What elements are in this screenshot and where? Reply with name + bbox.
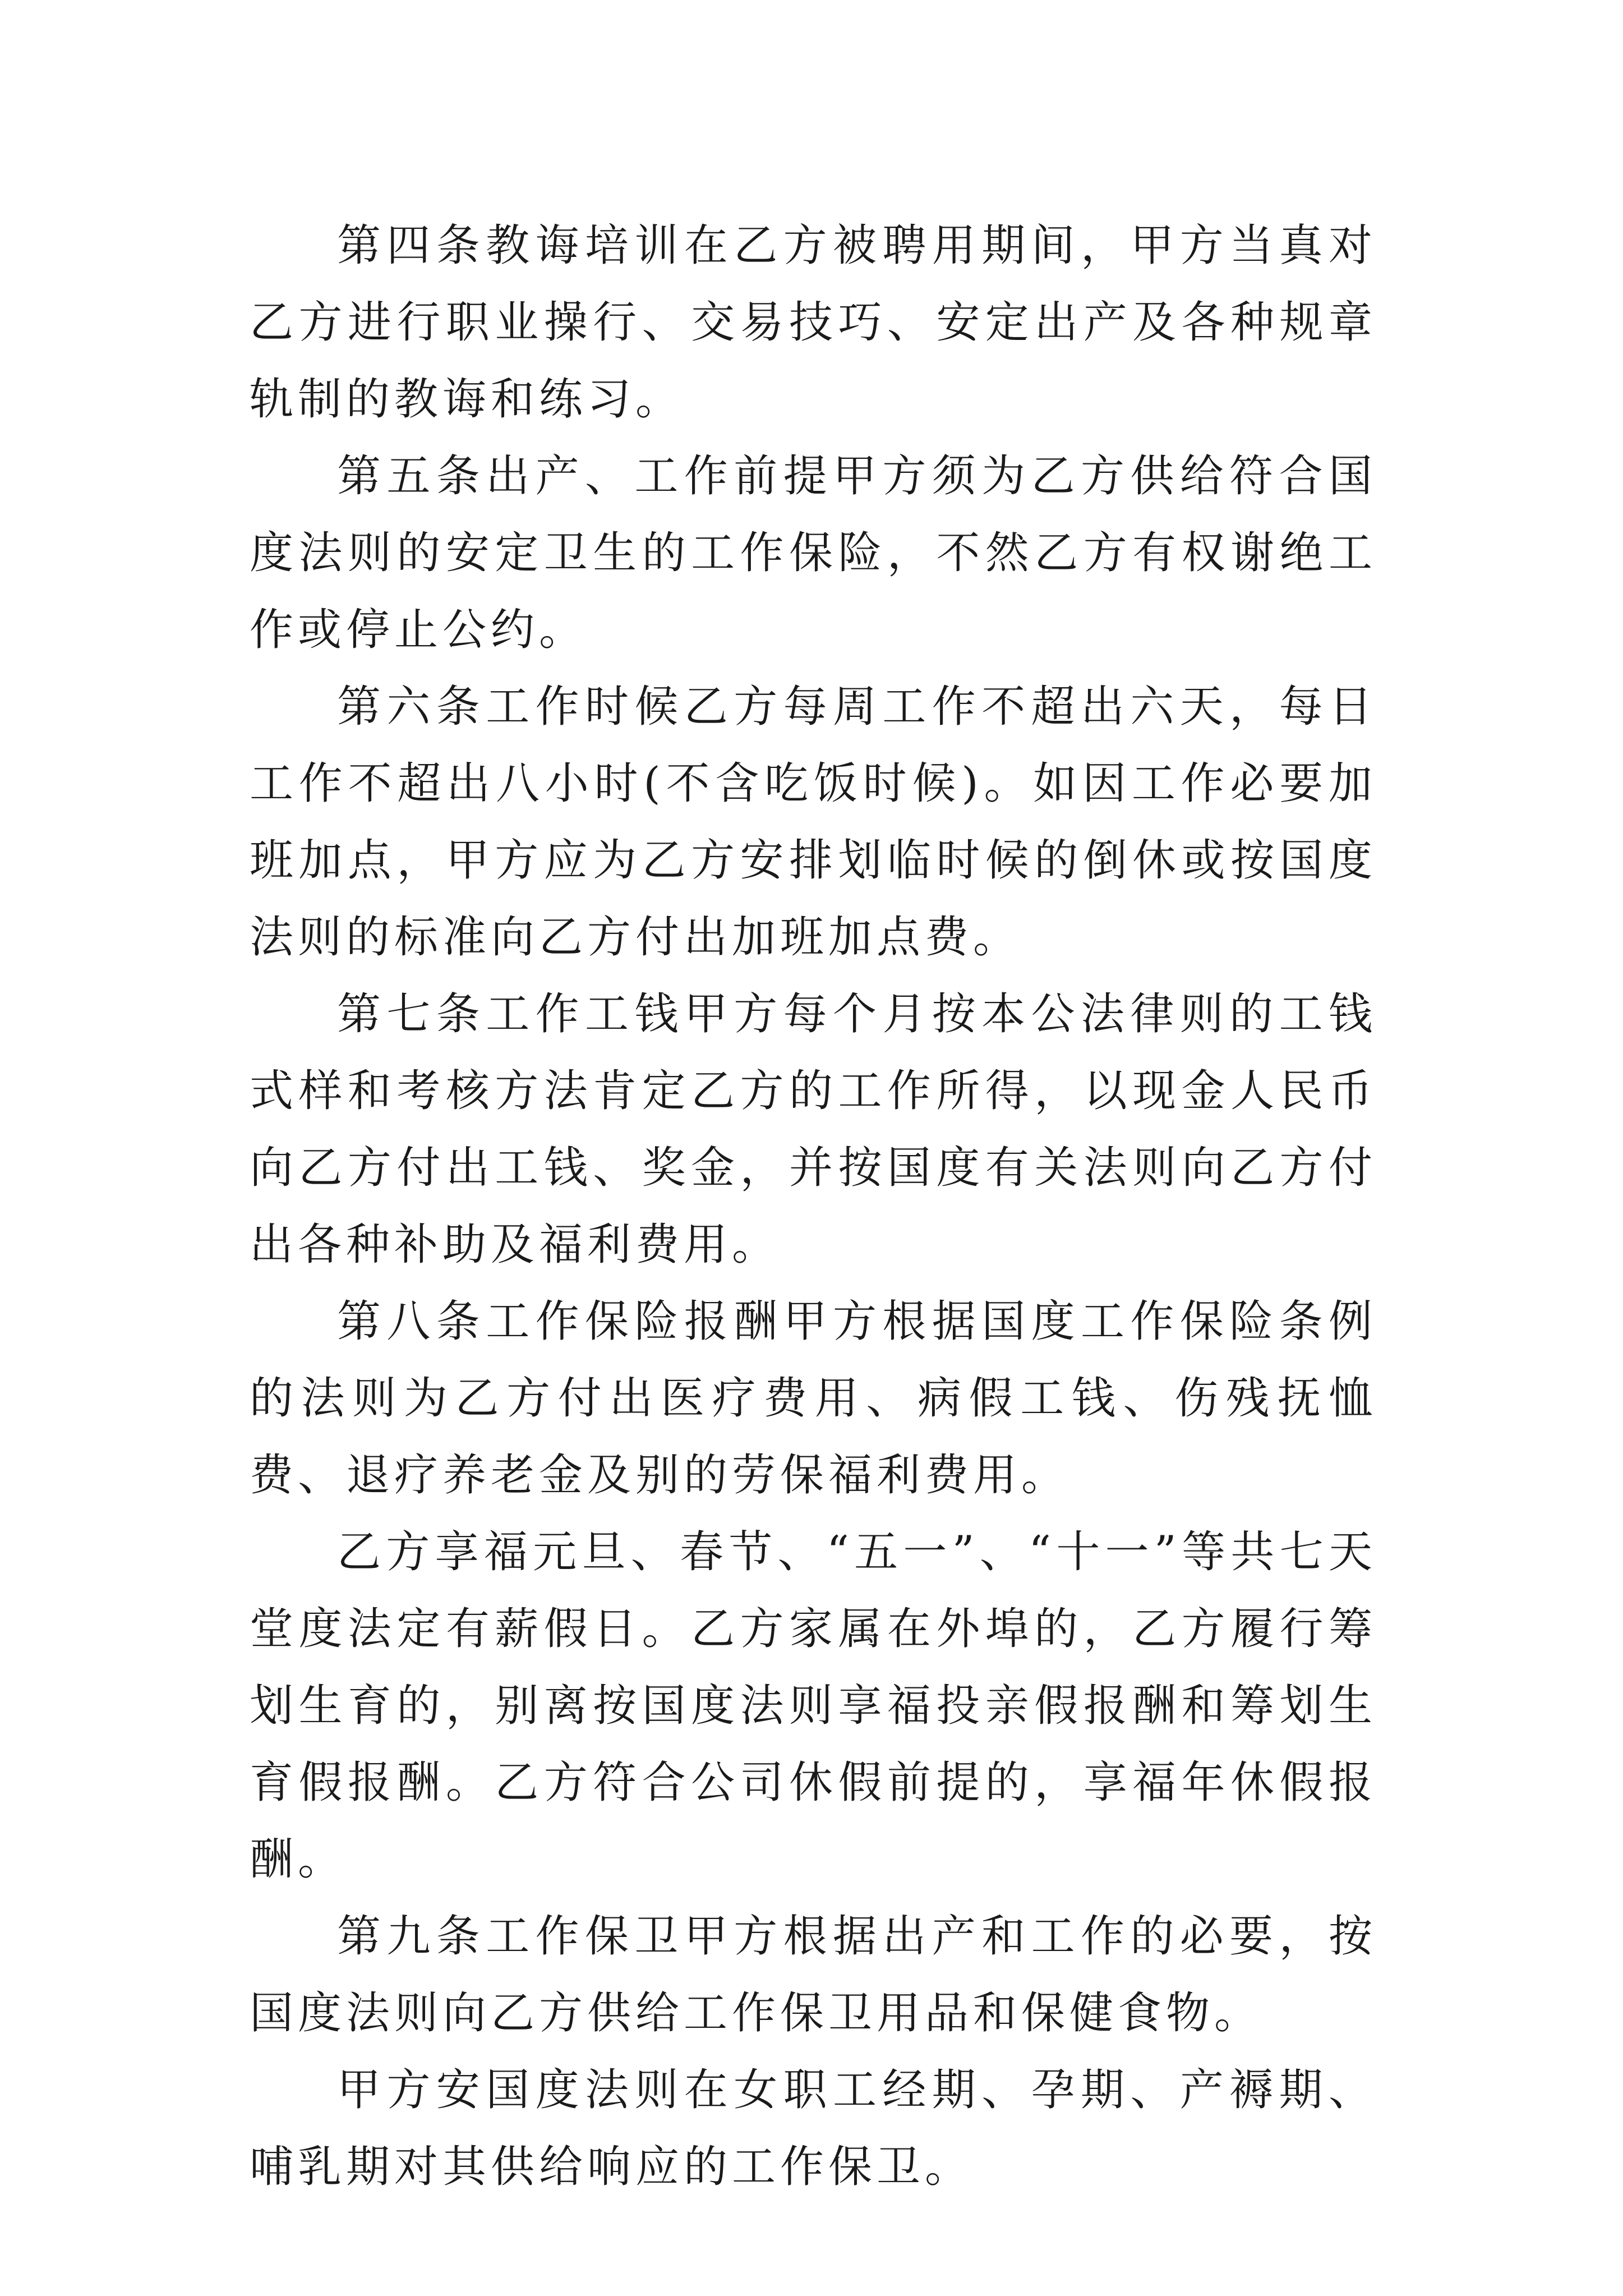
paragraph-article-7: 第七条工作工钱甲方每个月按本公法律则的工钱式样和考核方法肯定乙方的工作所得，以现金人民币向乙方付出工钱、奖金，并按国度有关法则向乙方付出各种补助及福利费用。 [250, 989, 1377, 1270]
paragraph-female-protection: 甲方安国度法则在女职工经期、孕期、产褥期、哺乳期对其供给响应的工作保卫。 [250, 2065, 1377, 2192]
paragraph-article-6: 第六条工作时候乙方每周工作不超出六天，每日工作不超出八小时(不含吃饭时候)。如因工作必要加班加点，甲方应为乙方安排划临时候的倒休或按国度法则的标准向乙方付出加班加点费。 [250, 682, 1377, 963]
paragraph-article-8: 第八条工作保险报酬甲方根据国度工作保险条例的法则为乙方付出医疗费用、病假工钱、伤残抚恤费、退疗养老金及别的劳保福利费用。 [250, 1296, 1377, 1501]
paragraph-article-9: 第九条工作保卫甲方根据出产和工作的必要，按国度法则向乙方供给工作保卫用品和保健食物。 [250, 1911, 1377, 2039]
paragraph-holidays: 乙方享福元旦、春节、“五一”、“十一”等共七天堂度法定有薪假日。乙方家属在外埠的，乙方履行筹划生育的，别离按国度法则享福投亲假报酬和筹划生育假报酬。乙方符合公司休假前提的，享福年休假报酬。 [250, 1527, 1377, 1885]
document-body [250, 208, 1377, 2206]
paragraph-article-4: 第四条教诲培训在乙方被聘用期间，甲方当真对乙方进行职业操行、交易技巧、安定出产及各种规章轨制的教诲和练习。 [250, 220, 1377, 425]
paragraph-article-5: 第五条出产、工作前提甲方须为乙方供给符合国度法则的安定卫生的工作保险，不然乙方有权谢绝工作或停止公约。 [250, 451, 1377, 655]
